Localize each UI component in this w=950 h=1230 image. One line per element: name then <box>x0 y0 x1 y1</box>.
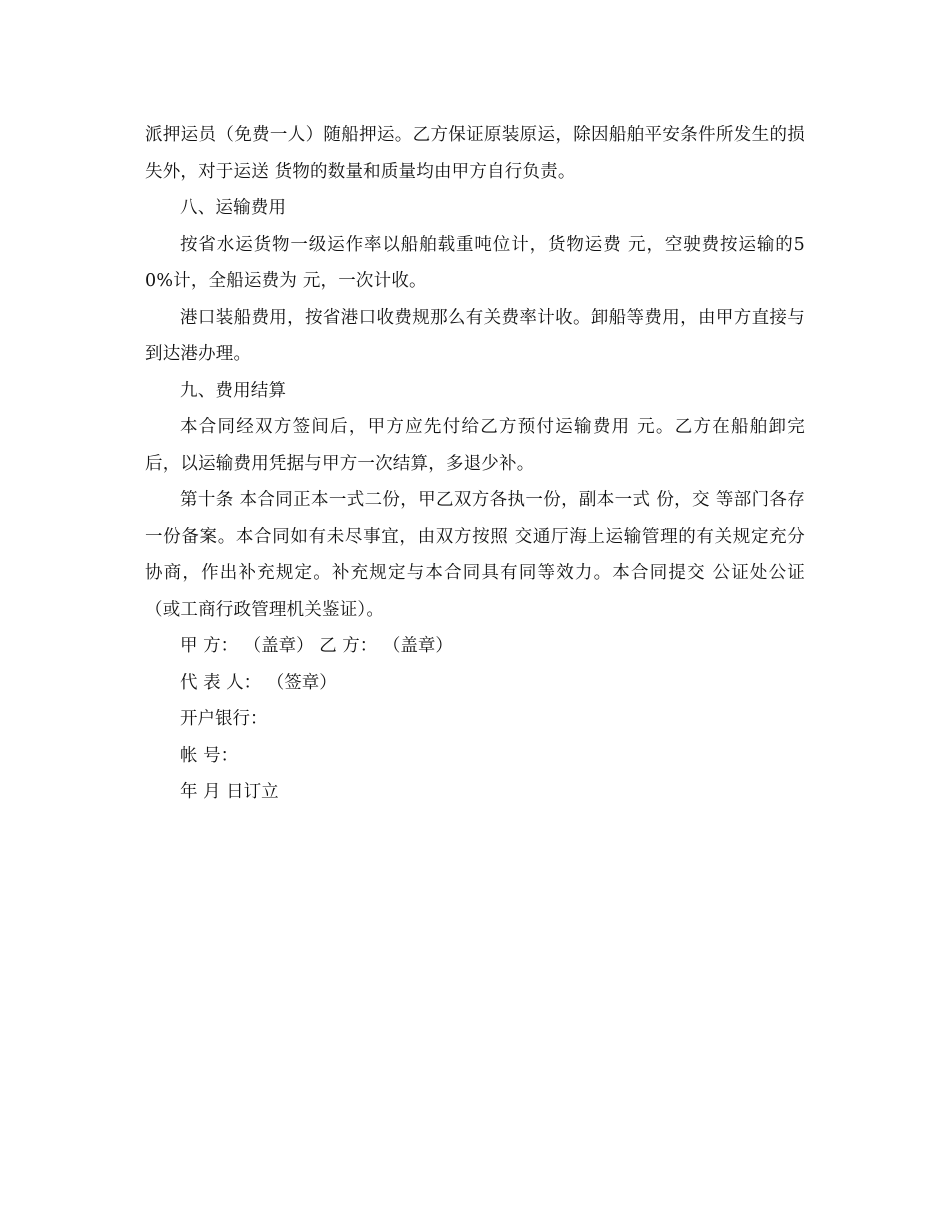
paragraph-port-loading-fees: 港口装船费用，按省港口收费规那么有关费率计收。卸船等费用，由甲方直接与到达港办理。 <box>145 307 805 364</box>
paragraph-prepayment: 本合同经双方签间后，甲方应先付给乙方预付运输费用 元。乙方在船舶卸完后，以运输费用凭据与甲方一次结算，多退少补。 <box>145 417 805 474</box>
heading-fee-settlement: 九、费用结算 <box>180 380 287 401</box>
signature-party-line: 甲 方： （盖章） 乙 方： （盖章） <box>180 636 453 656</box>
signature-account-line: 帐 号： <box>180 745 239 766</box>
heading-transport-fees: 八、运输费用 <box>180 198 287 218</box>
document-body <box>145 117 805 811</box>
paragraph-article-ten: 第十条 本合同正本一式二份，甲乙双方各执一份，副本一式 份，交 等部门各存一份备案。本合同如有未尽事宜，由双方按照 交通厅海上运输管理的有关规定充分协商，作出补充规定。补充规定与本合同具有同等效力。本合同提交 公证处公证（或工商行政管理机关鉴证）。 <box>145 490 805 620</box>
signature-bank-line: 开户银行： <box>180 709 268 729</box>
paragraph-escort-clause: 派押运员（免费一人）随船押运。乙方保证原装原运，除因船舶平安条件所发生的损失外，对于运送 货物的数量和质量均由甲方自行负责。 <box>145 125 805 182</box>
signature-date-line: 年 月 日订立 <box>180 782 279 802</box>
paragraph-freight-rate: 按省水运货物一级运作率以船舶载重吨位计，货物运费 元，空驶费按运输的50%计，全船运费为 元，一次计收。 <box>145 234 805 291</box>
signature-representative-line: 代 表 人： （签章） <box>180 672 337 693</box>
